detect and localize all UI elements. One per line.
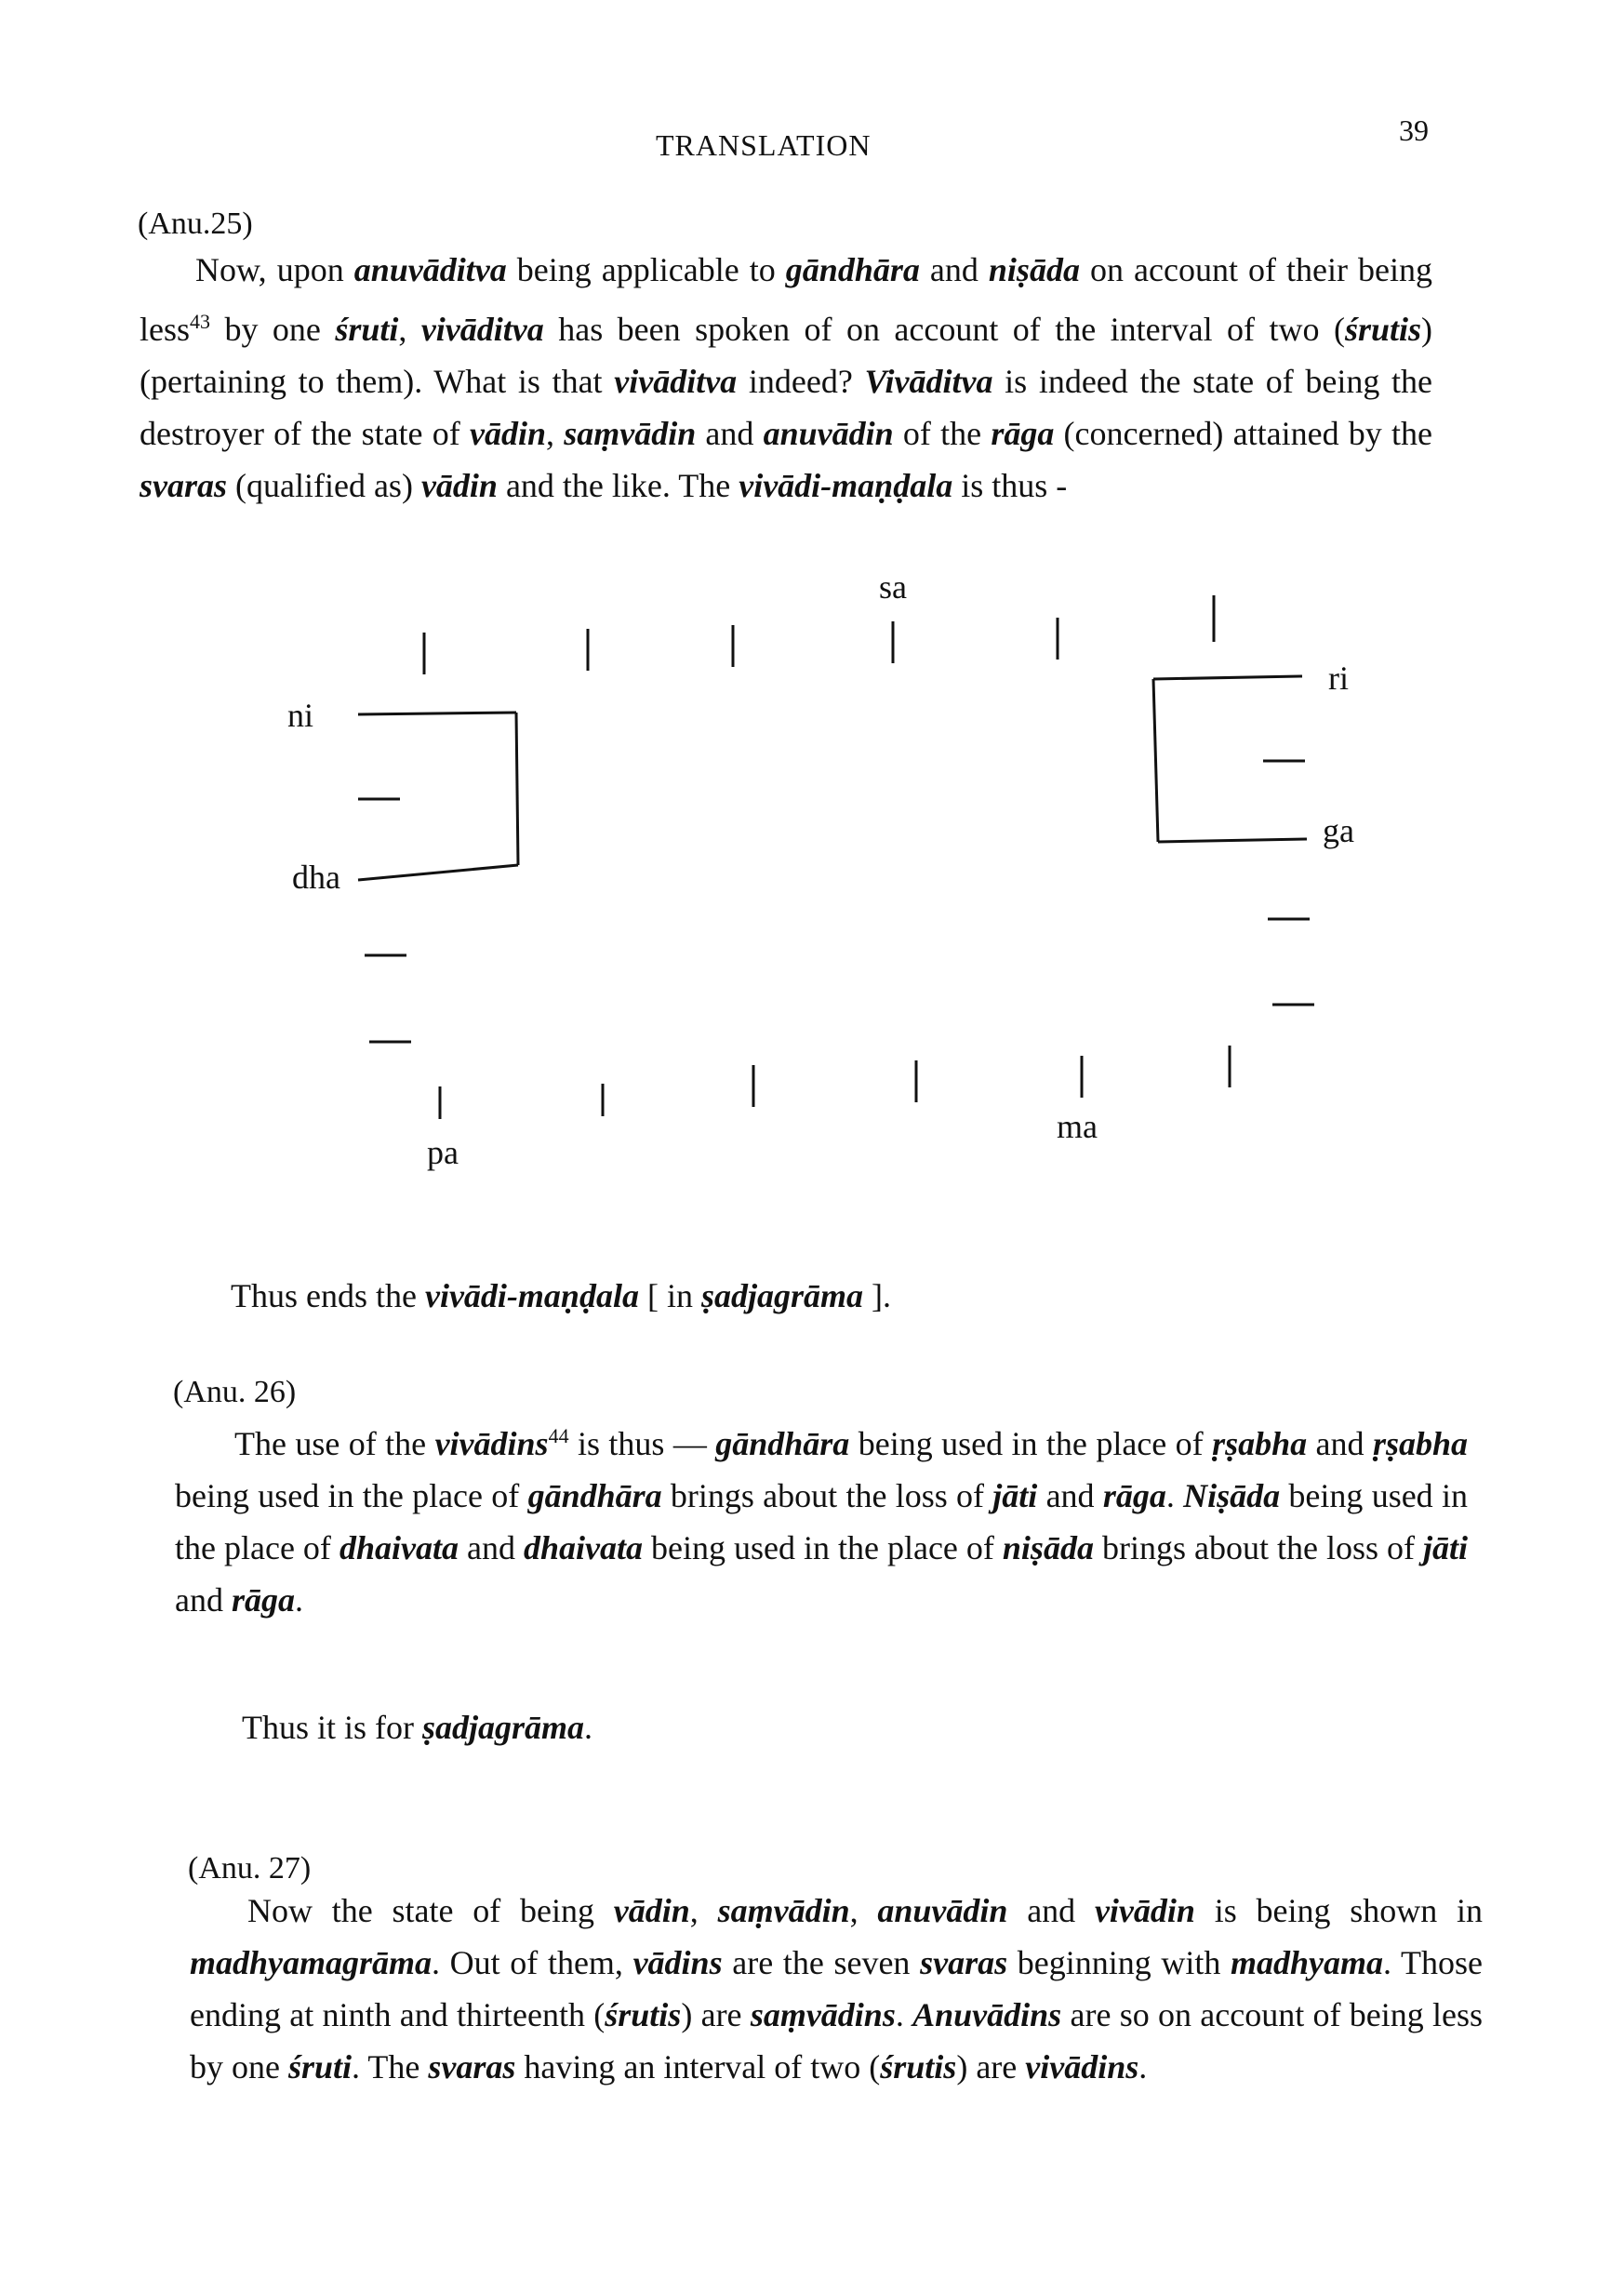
text-run: . [1138, 2048, 1148, 2085]
text-run: . [895, 1996, 913, 2033]
text-run: has been spoken of on account of the interval of two ( [543, 311, 1345, 348]
ni-dha-bracket-side [516, 713, 518, 865]
ni-bracket-top [358, 713, 516, 714]
text-run: . The [352, 2048, 429, 2085]
sanskrit-term: anuvādin [763, 415, 894, 452]
label-ga: ga [1323, 812, 1354, 849]
text-run: , [689, 1892, 718, 1929]
sanskrit-term: vādins [632, 1944, 723, 1981]
sanskrit-term: niṣāda [1002, 1529, 1094, 1566]
text-run: ) are [681, 1996, 751, 2033]
text-run: ) (pertaining to them). What is that [140, 311, 1432, 400]
text-run: Now, upon [195, 251, 354, 288]
sanskrit-term: svaras [140, 467, 228, 504]
text-run: and [696, 415, 764, 452]
running-header: TRANSLATION [656, 128, 872, 162]
text-run: indeed? [737, 363, 865, 400]
sanskrit-term: śrutis [880, 2048, 957, 2085]
sanskrit-term: saṃvādin [564, 415, 697, 452]
label-sa: sa [879, 568, 907, 606]
sanskrit-term: Vivāditva [864, 363, 993, 400]
text-run: . [1165, 1477, 1184, 1514]
label-ni: ni [287, 697, 314, 734]
text-run: brings about the loss of [1093, 1529, 1423, 1566]
sanskrit-term: vivādins [434, 1425, 549, 1462]
dha-bracket-bottom [358, 865, 518, 880]
sanskrit-term: jāti [992, 1477, 1038, 1514]
sanskrit-term: rāga [231, 1581, 295, 1619]
sanskrit-term: vivādi-maṇḍala [424, 1277, 639, 1314]
sadjagrama-end-line [242, 1708, 592, 1747]
label-ma: ma [1057, 1108, 1098, 1145]
text-run: being used in the place of [175, 1477, 528, 1514]
text-run: (concerned) attained by the [1054, 415, 1432, 452]
text-run: The use of the [234, 1425, 435, 1462]
sanskrit-term: svaras [428, 2048, 516, 2085]
section-label-anu26: (Anu. 26) [173, 1375, 297, 1409]
sanskrit-term: śrutis [1344, 311, 1421, 348]
sanskrit-term: ṣadjagrāma [422, 1709, 585, 1746]
sanskrit-term: svaras [920, 1944, 1008, 1981]
sanskrit-term: madhyamagrāma [190, 1944, 433, 1981]
label-ri: ri [1328, 660, 1349, 697]
text-run: brings about the loss of [661, 1477, 993, 1514]
text-run: , [545, 415, 565, 452]
mandala-end-line [231, 1276, 891, 1315]
paragraph-anu26 [175, 1410, 1468, 1626]
text-run: is thus — [568, 1425, 716, 1462]
footnote-ref: 43 [190, 310, 210, 333]
text-run: [ in [638, 1277, 701, 1314]
text-run: being used in the place of [642, 1529, 1003, 1566]
text-run: (qualified as) [227, 467, 421, 504]
sanskrit-term: ṛṣabha [1212, 1425, 1308, 1462]
sanskrit-term: gāndhāra [527, 1477, 662, 1514]
sanskrit-term: rāga [1102, 1477, 1166, 1514]
sanskrit-term: śrutis [605, 1996, 682, 2033]
text-run: being applicable to [506, 251, 786, 288]
text-run: having an interval of two ( [515, 2048, 881, 2085]
text-run: , [398, 311, 421, 348]
sanskrit-term: śruti [335, 311, 399, 348]
text-run: is thus - [952, 467, 1068, 504]
sanskrit-term: vivādin [1094, 1892, 1195, 1929]
sanskrit-term: vivādins [1025, 2048, 1139, 2085]
ga-bracket-bottom [1158, 839, 1307, 842]
text-run: is being shown in [1194, 1892, 1484, 1929]
text-run: and [458, 1529, 524, 1566]
label-dha: dha [292, 859, 340, 896]
sanskrit-term: rāga [991, 415, 1055, 452]
sanskrit-term: vivāditva [614, 363, 738, 400]
sanskrit-term: śruti [287, 2048, 353, 2085]
text-run: Now the state of being [247, 1892, 614, 1929]
text-run: beginning with [1007, 1944, 1231, 1981]
text-run: and [175, 1581, 232, 1619]
sanskrit-term: saṃvādin [717, 1892, 850, 1929]
label-pa: pa [427, 1134, 459, 1171]
ri-bracket-top [1153, 676, 1302, 679]
text-run: and the like. The [497, 467, 739, 504]
sanskrit-term: anuvāditva [353, 251, 507, 288]
text-run: and [1007, 1892, 1095, 1929]
paragraph-anu27 [190, 1885, 1483, 2093]
text-run: ) are [956, 2048, 1026, 2085]
sanskrit-term: saṃvādins [750, 1996, 896, 2033]
sanskrit-term: dhaivata [339, 1529, 459, 1566]
sanskrit-term: madhyama [1231, 1944, 1384, 1981]
sanskrit-term: vivādi-maṇḍala [739, 467, 953, 504]
section-label-anu27: (Anu. 27) [188, 1851, 312, 1886]
text-run: is indeed the state of being the destroyer of the state of [140, 363, 1433, 452]
text-run: and [1307, 1425, 1373, 1462]
sanskrit-term: Niṣāda [1183, 1477, 1281, 1514]
text-run: by one [210, 311, 336, 348]
text-run: on account of their being less [140, 251, 1432, 348]
text-run: Thus it is for [242, 1709, 422, 1746]
sanskrit-term: jāti [1422, 1529, 1468, 1566]
text-run: are the seven [722, 1944, 921, 1981]
sanskrit-term: ṣadjagrāma [700, 1277, 863, 1314]
text-run: being used in the place of [849, 1425, 1213, 1462]
text-run: . Out of them, [432, 1944, 633, 1981]
text-run: ]. [862, 1277, 891, 1314]
sanskrit-term: vādin [613, 1892, 690, 1929]
sanskrit-term: vādin [469, 415, 546, 452]
footnote-ref: 44 [548, 1424, 569, 1447]
sanskrit-term: gāndhāra [785, 251, 920, 288]
sanskrit-term: vādin [420, 467, 498, 504]
text-run: Thus ends the [231, 1277, 425, 1314]
text-run: and [919, 251, 989, 288]
text-run: . [295, 1581, 303, 1619]
sanskrit-term: dhaivata [523, 1529, 643, 1566]
section-label-anu25: (Anu.25) [138, 207, 253, 241]
text-run: and [1037, 1477, 1103, 1514]
sanskrit-term: anuvādin [877, 1892, 1008, 1929]
text-run: , [849, 1892, 878, 1929]
sanskrit-term: vivāditva [420, 311, 544, 348]
text-run: . Those ending at ninth and thirteenth ( [190, 1944, 1484, 2033]
sanskrit-term: Anuvādins [912, 1996, 1062, 2033]
text-run: are so on account of being less by one [190, 1996, 1483, 2085]
sanskrit-term: niṣāda [988, 251, 1080, 288]
text-run: being used in the place of [175, 1477, 1468, 1566]
sanskrit-term: ṛṣabha [1372, 1425, 1468, 1462]
text-run: of the [893, 415, 992, 452]
sanskrit-term: gāndhāra [715, 1425, 850, 1462]
page-number: 39 [1399, 113, 1429, 147]
ri-ga-bracket-side [1153, 679, 1158, 842]
text-run: . [584, 1709, 593, 1746]
